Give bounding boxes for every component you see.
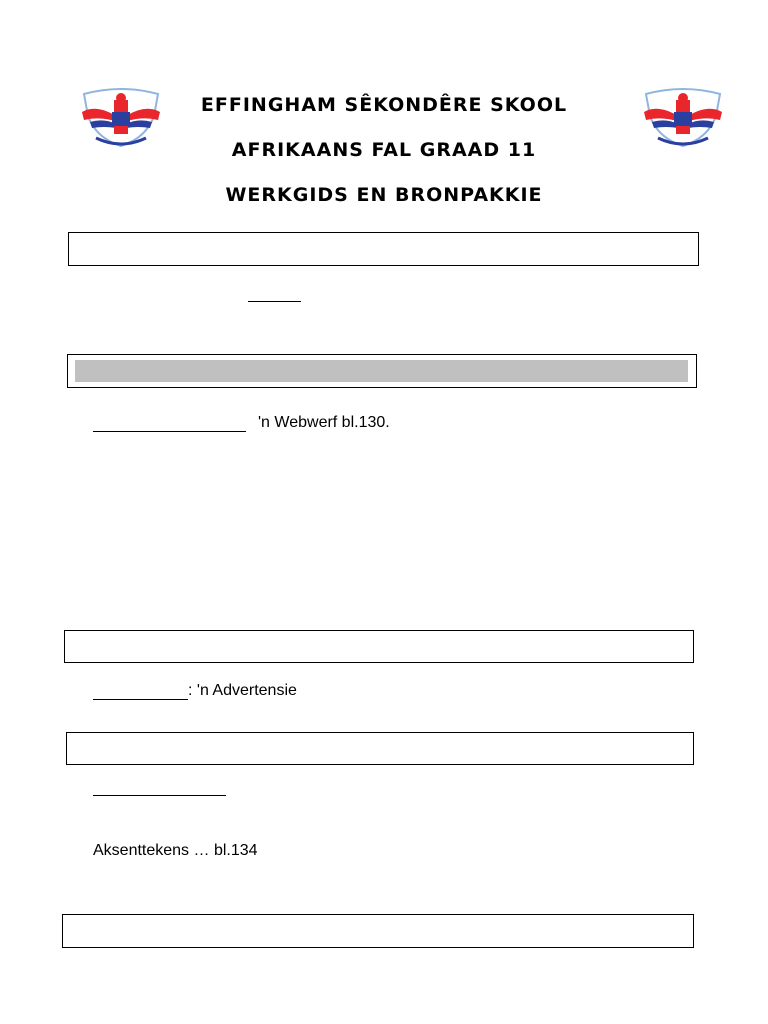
blank-line — [248, 301, 301, 302]
blank-line — [93, 699, 188, 700]
blank-line — [93, 795, 226, 796]
aksent-text: Aksenttekens … bl.134 — [93, 842, 258, 859]
school-crest-icon — [638, 86, 728, 150]
empty-heading-box-3 — [66, 732, 694, 765]
empty-heading-box-4 — [62, 914, 694, 948]
webwerf-text: 'n Webwerf bl.130. — [258, 414, 390, 431]
shaded-heading-fill — [75, 360, 688, 382]
subject-title: AFRIKAANS FAL GRAAD 11 — [231, 139, 537, 161]
blank-line — [93, 431, 246, 432]
empty-heading-box-2 — [64, 630, 694, 663]
empty-heading-box-1 — [68, 232, 699, 266]
shaded-heading-box — [67, 354, 697, 388]
school-crest-icon — [76, 86, 166, 150]
booklet-title: WERKGIDS EN BRONPAKKIE — [225, 184, 543, 206]
advertensie-text: : 'n Advertensie — [188, 682, 297, 699]
school-title: EFFINGHAM SÊKONDÊRE SKOOL — [200, 94, 568, 116]
